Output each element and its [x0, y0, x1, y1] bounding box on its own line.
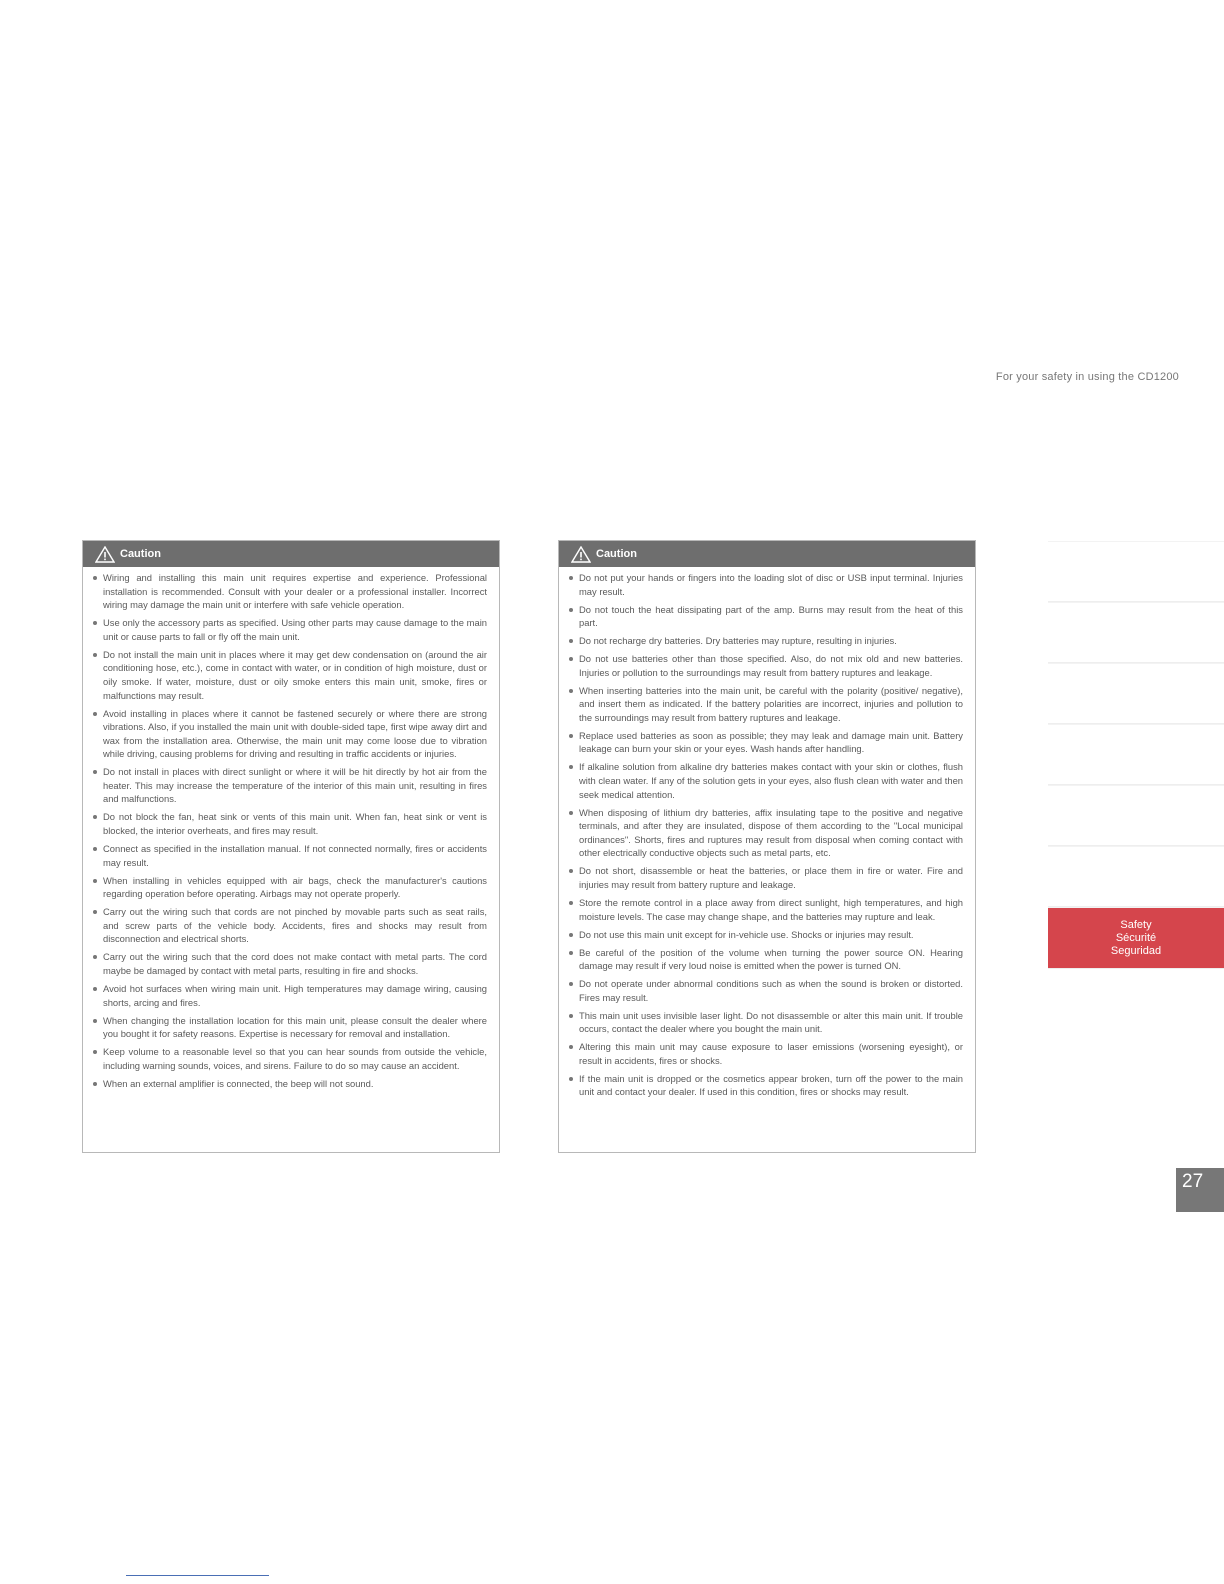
tab-safety[interactable]	[1048, 907, 1224, 969]
list-item: Do not operate under abnormal conditions such as when the sound is broken or distorted. Fires may result.	[569, 977, 963, 1004]
caution-list	[559, 567, 975, 1099]
warning-icon	[95, 546, 115, 563]
list-item: Connect as specified in the installation manual. If not connected normally, fires or accidents may result.	[93, 842, 487, 869]
list-item: When installing in vehicles equipped with air bags, check the manufacturer's cautions regarding operation before operating. Airbags may not operate properly.	[93, 874, 487, 901]
list-item: When disposing of lithium dry batteries, affix insulating tape to the positive and negative terminals, and after they are insulated, dispose of them according to the "Local municipal ordinances". Shorts, fires and ruptures may result from disposal when coming contact with other electrically conductive objects such as metal parts, etc.	[569, 806, 963, 860]
list-item: If the main unit is dropped or the cosmetics appear broken, turn off the power to the main unit and contact your dealer. If used in this condition, fires or shocks may result.	[569, 1072, 963, 1099]
list-item: Do not install in places with direct sunlight or where it will be hit directly by hot air from the heater. This may increase the temperature of the interior of this main unit, resulting in fires and malfunctions.	[93, 765, 487, 806]
tab-faded[interactable]	[1048, 541, 1224, 602]
list-item: Keep volume to a reasonable level so that you can hear sounds from outside the vehicle, including warning sounds, voices, and sirens. Failure to do so may cause an accident.	[93, 1045, 487, 1072]
caution-box-right	[558, 540, 976, 1153]
caution-list	[83, 567, 499, 1090]
caution-header	[559, 541, 975, 567]
list-item: Do not block the fan, heat sink or vents of this main unit. When fan, heat sink or vent is blocked, the interior overheats, and fires may result.	[93, 810, 487, 837]
tab-faded[interactable]	[1048, 724, 1224, 785]
caution-box-left	[82, 540, 500, 1153]
list-item: Do not recharge dry batteries. Dry batteries may rupture, resulting in injuries.	[569, 634, 963, 648]
list-item: Replace used batteries as soon as possible; they may leak and damage main unit. Battery leakage can burn your skin or your eyes. Wash hands after handling.	[569, 729, 963, 756]
list-item: Do not touch the heat dissipating part of the amp. Burns may result from the heat of this part.	[569, 603, 963, 630]
list-item: Do not use batteries other than those specified. Also, do not mix old and new batteries. Injuries or pollution to the surroundings may result from battery ruptures and leakage.	[569, 652, 963, 679]
list-item: If alkaline solution from alkaline dry batteries makes contact with your skin or clothes, flush with clean water. If any of the solution gets in your eyes, also flush clean with water and then seek medical attention.	[569, 760, 963, 801]
list-item: Use only the accessory parts as specified. Using other parts may cause damage to the main unit or cause parts to fall or fly off the main unit.	[93, 616, 487, 643]
list-item: When inserting batteries into the main unit, be careful with the polarity (positive/ negative), and insert them as indicated. If the battery polarities are incorrect, injuries and pollution to the surroundings may result from battery ruptures and leakage.	[569, 684, 963, 725]
list-item: Do not install the main unit in places where it may get dew condensation on (around the air conditioning hose, etc.), come in contact with water, or in condition of high moisture, dust or oily smoke. If water, moisture, dust or oily smoke enters this main unit, smoke, fires or malfunctions may result.	[93, 648, 487, 702]
list-item: Be careful of the position of the volume when turning the power source ON. Hearing damage may result if very loud noise is emitted when the power is turned ON.	[569, 946, 963, 973]
list-item: Carry out the wiring such that the cord does not make contact with metal parts. The cord maybe be damaged by contact with metal parts, resulting in fire and shocks.	[93, 950, 487, 977]
list-item: Do not put your hands or fingers into the loading slot of disc or USB input terminal. Injuries may result.	[569, 571, 963, 598]
footer-rule	[126, 1575, 269, 1576]
list-item: Altering this main unit may cause exposure to laser emissions (worsening eyesight), or result in accidents, fires or shocks.	[569, 1040, 963, 1067]
list-item: When an external amplifier is connected, the beep will not sound.	[93, 1077, 487, 1091]
list-item: Store the remote control in a place away from direct sunlight, high temperatures, and high moisture levels. The case may change shape, and the batteries may rupture and leak.	[569, 896, 963, 923]
list-item: Avoid hot surfaces when wiring main unit. High temperatures may damage wiring, causing shorts, arcing and fires.	[93, 982, 487, 1009]
tab-faded[interactable]	[1048, 785, 1224, 846]
tab-safety-es: Seguridad	[1110, 944, 1162, 957]
caution-header	[83, 541, 499, 567]
list-item: This main unit uses invisible laser light. Do not disassemble or alter this main unit. If trouble occurs, contact the dealer where you bought the main unit.	[569, 1009, 963, 1036]
caution-title: Caution	[596, 548, 637, 560]
tab-faded[interactable]	[1048, 846, 1224, 907]
list-item: Wiring and installing this main unit requires expertise and experience. Professional installation is recommended. Consult with your dealer or a professional installer. Incorrect wiring may damage the main unit or interfere with safe vehicle operation.	[93, 571, 487, 612]
list-item: Do not use this main unit except for in-vehicle use. Shocks or injuries may result.	[569, 928, 963, 942]
page-header-note: For your safety in using the CD1200	[995, 371, 1179, 383]
list-item: Do not short, disassemble or heat the batteries, or place them in fire or water. Fire and injuries may result from battery rupture and leakage.	[569, 864, 963, 891]
list-item: Avoid installing in places where it cannot be fastened securely or where there are strong vibrations. Also, if you installed the main unit with double-sided tape, first wipe away dirt and wax from the installation area. Otherwise, the main unit may come loose due to vibration while driving, causing problems for driving and resulting in traffic accidents or injuries.	[93, 707, 487, 761]
tab-faded[interactable]	[1048, 663, 1224, 724]
page-number: 27	[1176, 1168, 1224, 1212]
tab-faded[interactable]	[1048, 602, 1224, 663]
warning-icon	[571, 546, 591, 563]
section-tabs	[1048, 541, 1224, 969]
list-item: When changing the installation location for this main unit, please consult the dealer where you bought it for safety reasons. Expertise is necessary for removal and installation.	[93, 1014, 487, 1041]
list-item: Carry out the wiring such that cords are not pinched by movable parts such as seat rails, and screw parts of the vehicle body. Accidents, fires and shocks may result from disconnection and electrical shorts.	[93, 905, 487, 946]
tab-safety-en: Safety	[1120, 918, 1152, 931]
caution-title: Caution	[120, 548, 161, 560]
tab-safety-fr: Sécurité	[1115, 931, 1157, 944]
